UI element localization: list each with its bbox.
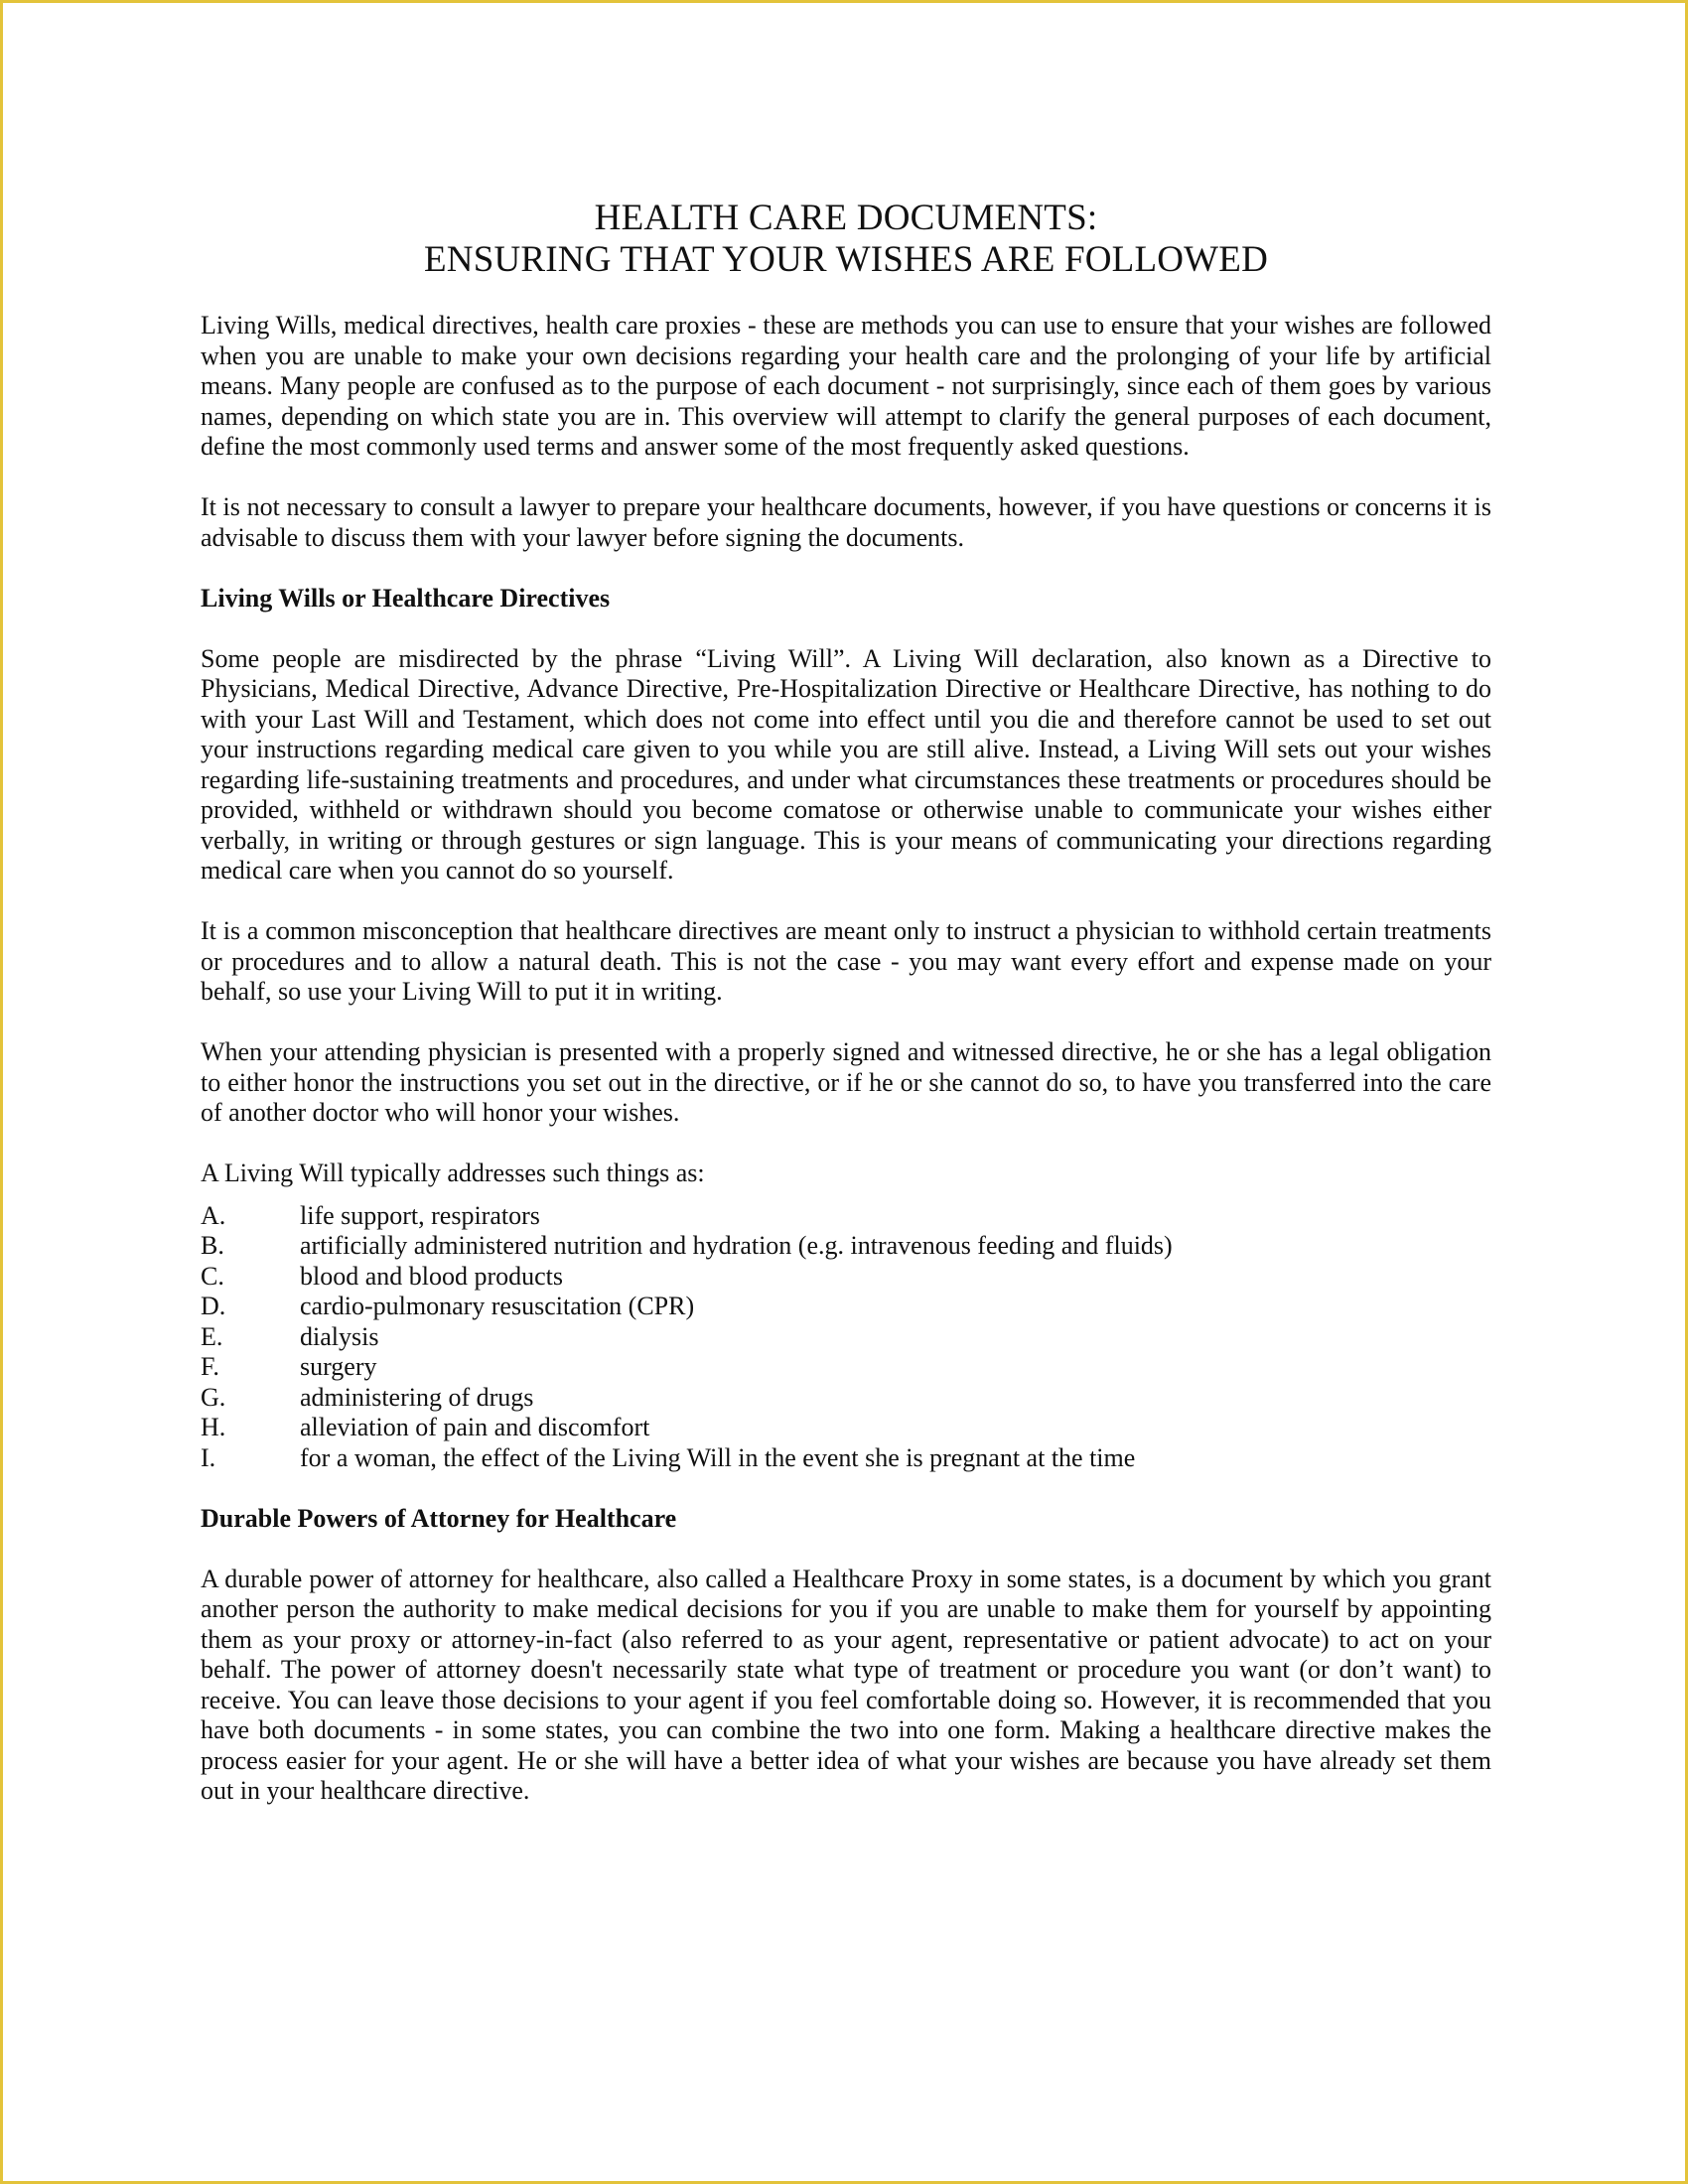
list-item-letter: G. [201, 1382, 226, 1412]
list-item [201, 1383, 1491, 1414]
list-item [201, 1292, 1491, 1322]
list-item-text: administering of drugs [300, 1382, 534, 1412]
list-item-letter: E. [201, 1321, 223, 1351]
list-item [201, 1262, 1491, 1293]
living-will-topics-list [201, 1201, 1491, 1474]
document-body [201, 198, 1491, 1807]
section-heading-power-of-attorney: Durable Powers of Attorney for Healthcare [201, 1503, 677, 1533]
list-item-letter: B. [201, 1231, 224, 1260]
list-item [201, 1443, 1491, 1474]
title-line-1: HEALTH CARE DOCUMENTS: [594, 198, 1098, 238]
list-item-text: for a woman, the effect of the Living Will in the event she is pregnant at the time [300, 1442, 1136, 1472]
title-line-2: ENSURING THAT YOUR WISHES ARE FOLLOWED [423, 239, 1269, 280]
list-item-text: dialysis [300, 1321, 379, 1351]
list-item [201, 1413, 1491, 1443]
section-heading-living-wills: Living Wills or Healthcare Directives [201, 583, 611, 613]
list-item-text: surgery [300, 1352, 377, 1381]
list-item-text: blood and blood products [300, 1261, 564, 1291]
list-item-letter: D. [201, 1292, 226, 1320]
list-item [201, 1322, 1491, 1353]
list-item [201, 1231, 1491, 1262]
intro-paragraph-2: It is not necessary to consult a lawyer to prepare your healthcare documents, however, if you have questions or concerns it is advisable to discuss them with your lawyer before signing the documents. [201, 492, 1491, 552]
list-item-text: alleviation of pain and discomfort [300, 1413, 650, 1441]
power-of-attorney-paragraph: A durable power of attorney for healthcare, also called a Healthcare Proxy in some states, is a document by which you grant another person the authority to make medical decisions for you if you are unable to make them for yourself by appointing them as your proxy or attorney-in-fact (also referred to as your agent, representative or patient advocate) to act on your behalf. The power of attorney doesn't necessarily state what type of treatment or procedure you want (or don’t want) to receive. You can leave those decisions to your agent if you feel comfortable doing so. However, it is recommended that you have both documents - in some states, you can combine the two into one form. Making a healthcare directive makes the process easier for your agent. He or she will have a better idea of what your wishes are because you have already set them out in your healthcare directive. [201, 1564, 1491, 1805]
list-item-text: life support, respirators [300, 1200, 540, 1230]
list-item-text: artificially administered nutrition and hydration (e.g. intravenous feeding and fluids) [300, 1231, 1173, 1260]
living-will-paragraph-1: Some people are misdirected by the phrase “Living Will”. A Living Will declaration, also known as a Directive to Physicians, Medical Directive, Advance Directive, Pre-Hospitalization Directive or Healthcare Directive, has nothing to do with your Last Will and Testament, which does not come into effect until you die and therefore cannot be used to set out your instructions regarding medical care given to you while you are still alive. Instead, a Living Will sets out your wishes regarding life-sustaining treatments and procedures, and under what circumstances these treatments or procedures should be provided, withheld or withdrawn should you become comatose or otherwise unable to communicate your wishes either verbally, in writing or through gestures or sign language. This is your means of communicating your directions regarding medical care when you cannot do so yourself. [201, 643, 1491, 885]
document-title [201, 198, 1491, 281]
list-item-letter: F. [201, 1352, 219, 1381]
list-item-letter: A. [201, 1200, 226, 1230]
living-will-paragraph-4: A Living Will typically addresses such things as: [201, 1159, 705, 1187]
list-item-text: cardio-pulmonary resuscitation (CPR) [300, 1292, 695, 1320]
list-item-letter: I. [201, 1442, 216, 1472]
list-item-letter: C. [201, 1261, 224, 1291]
list-item-letter: H. [201, 1413, 226, 1441]
list-item [201, 1201, 1491, 1232]
living-will-paragraph-3: When your attending physician is presented with a properly signed and witnessed directive, he or she has a legal obligation to either honor the instructions you set out in the directive, or if he or she cannot do so, to have you transferred into the care of another doctor who will honor your wishes. [201, 1037, 1491, 1127]
list-item [201, 1352, 1491, 1383]
intro-paragraph-1: Living Wills, medical directives, health care proxies - these are methods you can use to ensure that your wishes are followed when you are unable to make your own decisions regarding your health care and the prolonging of your life by artificial means. Many people are confused as to the purpose of each document - not surprisingly, since each of them goes by various names, depending on which state you are in. This overview will attempt to clarify the general purposes of each document, define the most commonly used terms and answer some of the most frequently asked questions. [201, 311, 1491, 461]
living-will-paragraph-2: It is a common misconception that healthcare directives are meant only to instruct a physician to withhold certain treatments or procedures and to allow a natural death. This is not the case - you may want every effort and expense made on your behalf, so use your Living Will to put it in writing. [201, 916, 1491, 1006]
